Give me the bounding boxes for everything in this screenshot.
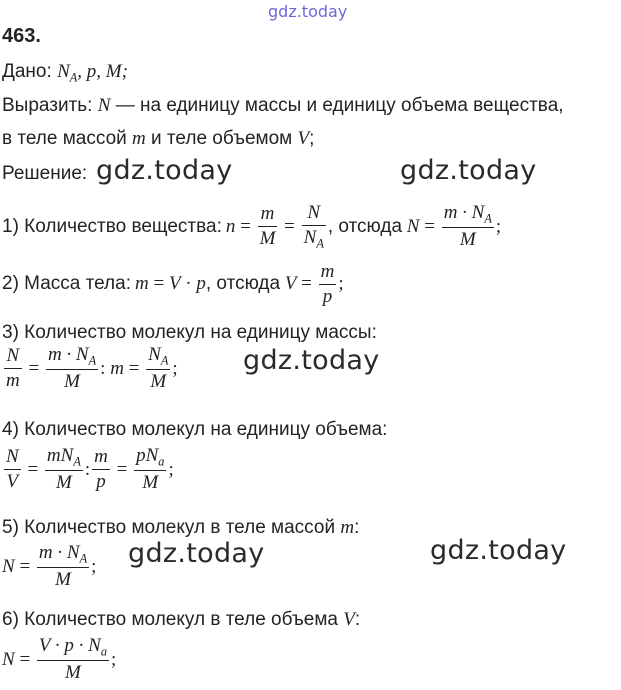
- given-line: [2, 62, 128, 84]
- step-1: 1) Количество вещества: n = $\frac{m}{M}$ = $\frac{N}{N_A}$ , отсюда N = $\frac{m \cdot N_A}{M}$ ;: [2, 202, 502, 251]
- watermark: gdz.today: [243, 345, 380, 376]
- watermark: gdz.today: [430, 535, 567, 566]
- step-3-label: 3) Количество молекул на единицу массы:: [2, 322, 377, 343]
- step-5-formula: N = $\frac{m \cdot N_A}{M}$ ;: [2, 542, 97, 591]
- express-line-1: Выразить: N — на единицу массы и единицу объема вещества,: [2, 95, 564, 116]
- watermark: gdz.today: [400, 155, 537, 186]
- step-3-formula: $\frac{N}{m}$ = $\frac{m \cdot N_A}{M}$ : m = $\frac{N_A}{M}$ ;: [6, 344, 178, 393]
- watermark: gdz.today: [128, 538, 265, 569]
- problem-number: 463.: [2, 25, 41, 47]
- step-5-label: 5) Количество молекул в теле массой m:: [2, 517, 360, 538]
- step-6-label: 6) Количество молекул в теле объема V:: [2, 609, 361, 630]
- watermark: gdz.today: [96, 155, 233, 186]
- given-label: Дано:: [2, 61, 58, 82]
- given-rest: , p, M;: [77, 61, 128, 82]
- step-4-formula: $\frac{N}{V}$ = $\frac{mN_A}{M}$ : $\frac{m}{p}$ = $\frac{pN_a}{M}$ ;: [6, 445, 174, 494]
- step-2: 2) Масса тела: m = V · p , отсюда V = $\frac{m}{p}$ ;: [2, 261, 344, 307]
- solution-label: Решение:: [2, 163, 88, 184]
- step-4-label: 4) Количество молекул на единицу объема:: [2, 419, 388, 440]
- header-watermark: gdz.today: [268, 2, 348, 21]
- given-var-n: $N_A$: [57, 61, 78, 85]
- step-6-formula: N = $\frac{V \cdot p \cdot N_a}{M}$ ;: [2, 635, 117, 684]
- express-line-2: в теле массой m и теле объемом V;: [2, 128, 315, 149]
